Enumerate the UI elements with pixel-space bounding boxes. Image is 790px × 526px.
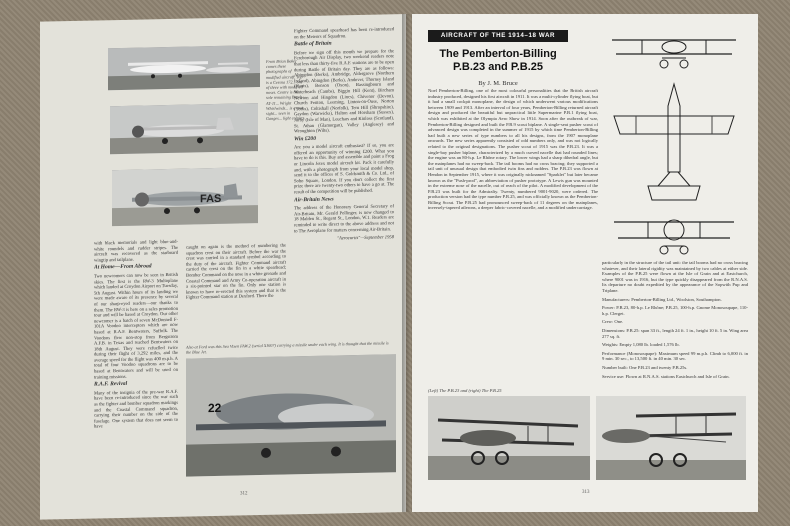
column-2-body: caught on again is the method of numbering the squadron crest on their aircraft. Before the war the crest was carried in a standard symbol according to the duty of the aircraft. Fighter Command aircraft carried the crest on the fin in a white spearhead; Bomber Command on the nose in a white grenade and Coastal Command and Army Co-operation aircraft in a six-pointed star on the fin. Only one station is known to have re-erected this system and that is the Fighter Command station at Dexford. There the: [186, 242, 286, 300]
biplane-side-drawing: [602, 28, 746, 72]
article-body-right: particularly in the structure of the tail unit: the tail booms had no cross bracing whatever, and their lateral rigidity was maintained by two cables at either side. Examples of the P.B.25 were flown at the Isle of Grain and at Eastchurch, where 9001 was in 1916, but the type quickly disappeared from the R.N.A.S. Its departure no doubt expedited by the appearance of the Sopwith Pup and Triplane.: [602, 260, 748, 293]
article-body-left: Noel Pemberton-Billing, one of the most colourful personalities that the British aircraft industry produced, designed his first aircraft in 1911. It was a multi-cylinder flying boat, but it had a small cockpit monoplane, the design of which underwent various modifications between 1909 and 1913. After an interval of four years, Pemberton-Billing returned aircraft design and produced the beautiful but unpractical little Supermarine P.B.1 flying boat, which was exhibited at the Olympia Aero Show in 1914. Soon after the outbreak of war, Pemberton-Billing designed and built the P.B.9 scout biplane. A single-seat pusher scout of advanced design was completed in the summer of 1915 by which time Pemberton-Billing had built a new series of type numbers to all his designs, from the 1907 monoplane onwards. The new series apparently consisted of odd numbers only, and was not logically related to the original designations. The pusher scout of 1915 was the P.B.23. It was a single-bay pusher biplane, characterized by a much curved nacelle that had rounded lines; the engine was an 80-h.p. Le Rhône rotary. The lower wings had a sharp dihedral angle, but the mainplanes had no sweep-back. The tail booms had no cross bracing; they supported a tail unit of unusual design that embodied twin fins and rudders. The P.B.23 was flown at Hendon in September 1915, where it was originally nicknamed "Sparklet" but later became known as the "Push-prod", an abbreviation of pusher prototype. A Lewis gun was mounted in the extreme nose of the nacelle, out of reach of the pilot. A modified development of the P.B.23 was built for the Admiralty. Twenty, numbered 9001-9020, were ordered. The production version had the type number P.B.25, and was officially known as the Pemberton-Billing Scout. The P.B.25 had pronounced sweep-back of 11 degrees on the mainplanes, inversely-tapered ailerons, a deeper fabric-covered nacelle, and a modified undercarriage.: [428, 88, 598, 211]
article-byline: By J. M. Bruce: [478, 80, 518, 87]
left-page-number: 312: [240, 491, 248, 497]
heading-raf-revival: R.A.F. Revival: [94, 381, 128, 388]
column-3-signoff: "Aerocurtis"—September 1958: [337, 234, 394, 241]
spec-manufacturers: Manufacturers: Pemberton-Billing Ltd., Woolston, Southampton.: [602, 296, 722, 302]
column-1-body: Two newcomers can now be seen in British skies. The first is the RW-3 Multoplane which landed at Croydon Airport on Tuesday, 5th August. Within hours of its landing we were made aware of its presence by several of our sharp-eyed readers—our thanks to them. The RW-3 is here on a sales promotion tour and will be based at Croydon. Our other newcomer is a batch of seven McDonnell F-101A Voodoo interceptors which are now based at R.A.F. Bentwaters, Suffolk. The Voodoos flew non-stop from Bergstrom A.F.B. in Texas and reached Bentwaters on 18th August. They were refuelled twice during their flight of 3,292 miles, and the average speed for the flight was 400 m.p.h. A total of four Voodoo squadrons are to be based at Bentwaters and will be used on training missions.: [94, 271, 178, 380]
spec-service-use: Service use: Flown at R.N.A.S. stations Eastchurch and Isle of Grain.: [602, 373, 730, 379]
column-1-intro: with black memorials and light blue-and-white roundels and rudder stripes. The aircraft was recovered as the starboard wingtip and tailplane.: [94, 238, 178, 263]
left-column-2: [186, 243, 286, 345]
column-3-body-3: The address of the Honorary General Secretary of Air-Britain, Mr. Gerald Pollinger, is now changed to 18 Malden St., Regent St., London, W.1. Readers are reminded to write direct to the above address and not to The Aeroplane for matters concerning Air-Britain.: [294, 203, 394, 233]
svg-text:FAS: FAS: [200, 192, 222, 206]
photo-cessna: [108, 45, 260, 90]
photo-caption-top: From Brian Baker comes these photographs of modified aircraft. Top is a Cessna 172... one of three with modified noses. Centre is the sole remaining Beech AT-11... Wright Whirlwinds... is a rare sight... seen in Ganges... light colours.: [266, 58, 306, 122]
column-3-body: Before we sign off this month we prepare for the Fereborough Air Display, two weekend readers note that less than thirty-five R.A.F. stations are to be open during Battle of Britain day. They are as follows: Abingdon (Berks), Ambridge, Aldergrove (Northern Ireland), Abingdon (Berks), Andover, Thorney Island (Hants), Benson (Oxon), Bassingbourn and Waterbeach (Cambs), Biggin Hill (Kent), Bircham Newton and Hingdon (Lincs), Chivenor (Devon), Church Fenton, Leeming, Linton-on-Ouse, Norton (Yorks), Coltishall (Norfolk), Tern Hill (Shropshire), Gaydon (Warwicks), Halton and Horsham (Sussex), Jurby (Isle of Man), Leuchars and Kinloss (Scotland), St. Athan (Glamorgan), Valley (Anglesey) and Wroughton (Wilts).: [294, 48, 394, 134]
left-column-1: [94, 239, 178, 511]
photo-beech: [110, 103, 258, 154]
spec-number-built: Number built: One P.B.23 and twenty P.B.25s.: [602, 364, 688, 370]
right-column-1: [428, 88, 598, 386]
right-page: [412, 14, 758, 512]
spec-weights: Weights: Empty 1,080 lb. loaded 1,576 lb.: [602, 342, 680, 348]
left-column-3: [294, 26, 394, 340]
heading-at-home-from-abroad: At Home—From Abroad: [94, 263, 152, 271]
column-1-body-2: Many of the insignia of the pre-war R.A.F. have been re-introduced since the war such as the fighter and bomber squadron markings and the Coastal Command squadron, carrying their number on the side of the fuselage. One system that does not seem to have: [94, 388, 178, 429]
biplane-front-drawing: [608, 212, 740, 256]
spec-performance: Performance (Monosoupape): Maximum speed 99 m.p.h. Climb to 6,000 ft. in 9 min. 30 sec., to 13,500 ft. in 40 min. 30 sec.: [602, 350, 748, 362]
heading-win-200: Win £200: [294, 135, 317, 143]
magazine-spread: [40, 14, 758, 512]
column-3-intro: Fighter Command spearhead has been re-introduced on the Meteors of Squadron.: [294, 26, 394, 39]
article-title: The Pemberton-Billing P.B.23 and P.B.25: [439, 48, 557, 73]
column-3-body-2: Are you a model aircraft enthusiast? If so, you are offered an opportunity of winning £200. What you have to do is this. Buy and assemble and paint a Frog or Lincoln Jetex model aircraft kit. Pack it carefully and, with a photograph from your local model shop, send it to the offices of S. Goldsmith & Co. Ltd., of Soho Square, London. If you don't collect the first prize there are twenty-two others to have a go at. The result of the competition will be published.: [294, 142, 394, 195]
spec-dimensions: Dimensions: P.B.25: span 33 ft., length 24 ft. 1 in., height 10 ft. 5 in. Wing area 277 sq. ft.: [602, 327, 748, 339]
right-page-number: 313: [582, 490, 590, 495]
pb-photo-caption: (Left) The P.B.23 and (right) The P.B.25: [428, 388, 502, 393]
right-column-2: [602, 260, 748, 386]
left-page: [40, 14, 406, 520]
photo-pb25: [596, 396, 746, 480]
heading-air-britain-news: Air-Britain News: [294, 196, 334, 203]
spec-crew: Crew: One.: [602, 319, 624, 325]
series-banner: AIRCRAFT OF THE 1914–18 WAR: [428, 30, 568, 42]
photo-sea-vixen: [186, 354, 396, 476]
photo-fas-aircraft: [112, 167, 258, 226]
heading-battle-of-britain: Battle of Britain: [294, 40, 332, 48]
biplane-plan-drawing: [608, 76, 740, 208]
photo-pb23: [428, 396, 590, 480]
svg-text:22: 22: [208, 400, 222, 416]
sea-vixen-caption: Also at Ford was this Sea Vixen FAW.2 (serial XJ607) carrying a missile under each wing. It is thought that the missile is the Blue Jet.: [186, 340, 389, 355]
spec-power: Power: P.B.23, 80-h.p. Le Rhône; P.B.25, 100-h.p. Gnome Monosoupape, 110-h.p. Clerget.: [602, 305, 748, 316]
